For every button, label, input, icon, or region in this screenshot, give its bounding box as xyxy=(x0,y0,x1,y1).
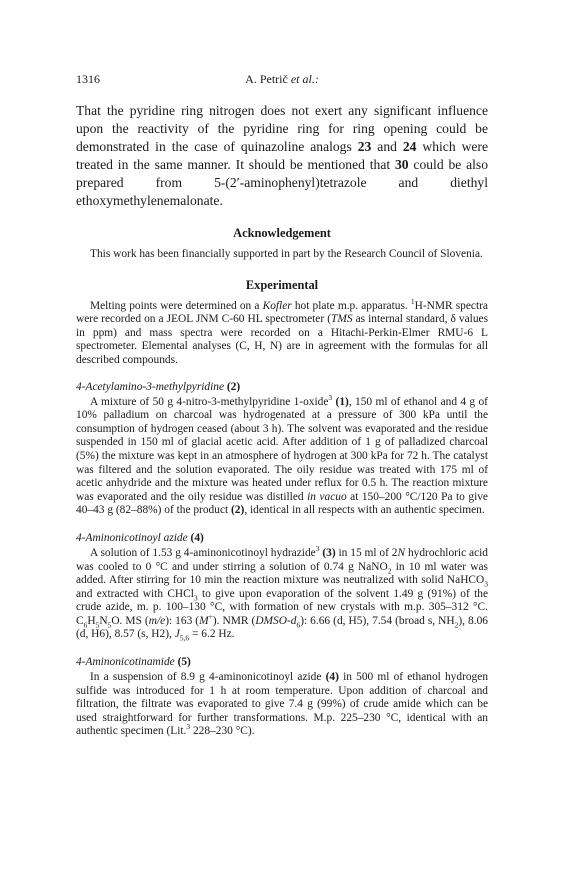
procedure-text: 228–230 °C). xyxy=(190,725,255,738)
procedure-paragraph xyxy=(76,392,488,518)
procedure-text: A solution of 1.53 g 4-aminonicotinoyl hydrazide xyxy=(90,546,316,559)
subscript: 2 xyxy=(454,620,459,630)
intro-text: and xyxy=(371,139,403,154)
procedure-text: ): 163 ( xyxy=(165,614,200,627)
page-number: 1316 xyxy=(76,72,100,86)
subscript: 3 xyxy=(484,579,488,589)
compound-ref: (4) xyxy=(325,671,339,684)
page xyxy=(76,72,488,739)
experimental-text: Melting points were determined on a xyxy=(90,299,263,312)
procedure-paragraph xyxy=(76,544,489,643)
procedure-text: A mixture of 50 g 4-nitro-3-methylpyridine 1-oxide xyxy=(90,395,329,408)
running-head xyxy=(76,72,488,87)
procedure-text: at 150–200 °C/120 Pa to give 40–43 g (82–88%) of the product xyxy=(76,490,488,517)
compound-ref: (3) xyxy=(322,546,336,559)
acknowledgement-text: This work has been financially supported in part by the Research Council of Slovenia. xyxy=(90,248,483,260)
subscript: 6 xyxy=(83,620,88,630)
section-title-azide xyxy=(76,532,488,544)
procedure-text: In a suspension of 8.9 g 4-aminonicotinoyl azide xyxy=(90,671,326,684)
experimental-heading: Experimental xyxy=(245,277,319,292)
procedure-text: ). NMR ( xyxy=(212,614,256,627)
procedure-text: M xyxy=(199,614,209,627)
procedure-text: in 10 ml water was added. After stirring for 10 min the reaction mixture was neutralized with solid NaHCO xyxy=(76,560,488,587)
experimental-text: as internal standard, δ values in ppm) and mass spectra were recorded on a Hitachi-Perkin-Elmer RMU-6 L spectrometer. Elemental analyses (C, H, N) are in agreement with the formulas for all described compounds. xyxy=(76,313,489,366)
compound-ref: (2) xyxy=(231,504,245,517)
running-header xyxy=(76,72,488,90)
experimental-text: TMS xyxy=(331,313,353,326)
procedure-text: N xyxy=(99,614,108,627)
running-head-authors: A. Petrič xyxy=(245,72,288,86)
section-title-text: 4-Aminonicotinoyl azide xyxy=(76,531,188,544)
experimental-text: Kofler xyxy=(262,299,292,312)
section-title-amide xyxy=(76,656,488,668)
procedure-text: ): 6.66 (d, H5), 7.54 (broad s, NH xyxy=(300,614,455,627)
compound-ref: (1) xyxy=(335,395,349,408)
compound-ref: (5) xyxy=(177,656,191,669)
procedure-text: to give upon evaporation of the solvent 1.49 g (91%) of the crude azide, m. p. 100–130 °C, with formation of new crystals with m.p. 305–312 °C. C xyxy=(76,587,489,627)
citation-ref: 3 xyxy=(315,544,320,554)
compound-ref: 23 xyxy=(357,139,372,154)
acknowledgement-paragraph xyxy=(76,248,488,262)
procedure-text: H xyxy=(87,614,96,627)
procedure-text: , identical in all respects with an authentic specimen. xyxy=(244,504,485,517)
procedure-text: N xyxy=(397,546,406,559)
subscript: 6 xyxy=(296,620,301,630)
intro-text: which were treated in the same manner. It should be mentioned that xyxy=(76,139,488,172)
procedure-text: J xyxy=(174,628,180,641)
compound-ref: 24 xyxy=(402,139,417,154)
subscript: 2 xyxy=(387,565,392,575)
procedure-text: and extracted with CHCl xyxy=(76,587,194,600)
citation-ref: 3 xyxy=(328,392,333,402)
acknowledgement-heading: Acknowledgement xyxy=(233,226,331,240)
running-head-et-al: et al.: xyxy=(290,72,319,86)
subscript: 3 xyxy=(193,592,198,602)
experimental-text: hot plate m.p. apparatus. xyxy=(291,299,411,312)
procedure-text: = 6.2 Hz. xyxy=(189,628,235,641)
procedure-text: ), 8.06 (d, H6), 8.57 (s, H2), xyxy=(76,614,488,641)
citation-ref: 3 xyxy=(186,722,191,732)
subscript: 5,6 xyxy=(179,633,190,643)
subscript: 5 xyxy=(95,620,100,630)
intro-text: could be also prepared from 5-(2′-aminophenyl)tetrazole and diethyl ethoxymethylenemalonate. xyxy=(76,157,489,208)
procedure-text: in 500 ml of ethanol hydrogen sulfide was introduced for 1 h at room temperature. Upon addition of charcoal and filtration, the filtrate was evaporated to give 7.4 g (99%) of crude amide which can be used straightforward for further transformations. M.p. 225–230 °C, identical with an authentic specimen (Lit. xyxy=(76,671,489,738)
superscript: 1 xyxy=(410,296,415,306)
experimental-paragraph xyxy=(76,296,489,368)
compound-ref: (2) xyxy=(226,380,241,393)
experimental-text: H-NMR spectra were recorded on a JEOL JNM C-60 HL spectrometer ( xyxy=(76,299,488,326)
procedure-text: in 15 ml of 2 xyxy=(335,546,398,559)
intro-paragraph xyxy=(76,102,488,210)
procedure-text: , 150 ml of ethanol and 4 g of 10% palladium on charcoal was hydrogenated at a pressure of 300 kPa until the consumption of hydrogen ceased (about 3 h). The solvent was evaporated and the residue suspended in 150 ml of glacial acetic acid. After addition of 1 g of palladized charcoal (5%) the mixture was kept in an atmosphere of hydrogen at 300 kPa for 72 h. The catalyst was filtered and the solution evaporated. The oily residue was treated with 175 ml of acetic anhydride and the mixture was heated under reflux for 0.5 h. The reaction mixture was evaporated and the oily residue was distilled xyxy=(76,395,488,503)
procedure-text: m/e xyxy=(148,614,166,627)
intro-text: That the pyridine ring nitrogen does not exert any significant influence upon the reactivity of the pyridine ring for ring opening could be demonstrated in the case of quinazoline analogs xyxy=(76,103,488,154)
procedure-text: hydrochloric acid was cooled to 0 °C and under stirring a solution of 0.74 g NaNO xyxy=(76,546,488,573)
procedure-paragraph xyxy=(76,671,488,739)
procedure-text: DMSO-d xyxy=(255,614,297,627)
section-title-text: 4-Aminonicotinamide xyxy=(76,656,175,669)
subscript: 5 xyxy=(107,620,112,630)
superscript: + xyxy=(208,612,213,622)
procedure-text: in vacuo xyxy=(307,490,347,503)
compound-ref: (4) xyxy=(190,531,204,544)
procedure-text: O. MS ( xyxy=(111,614,149,627)
compound-ref: 30 xyxy=(394,157,409,172)
section-title-text: 4-Acetylamino-3-methylpyridine xyxy=(76,380,225,393)
section-title-acetylamino xyxy=(76,381,488,393)
